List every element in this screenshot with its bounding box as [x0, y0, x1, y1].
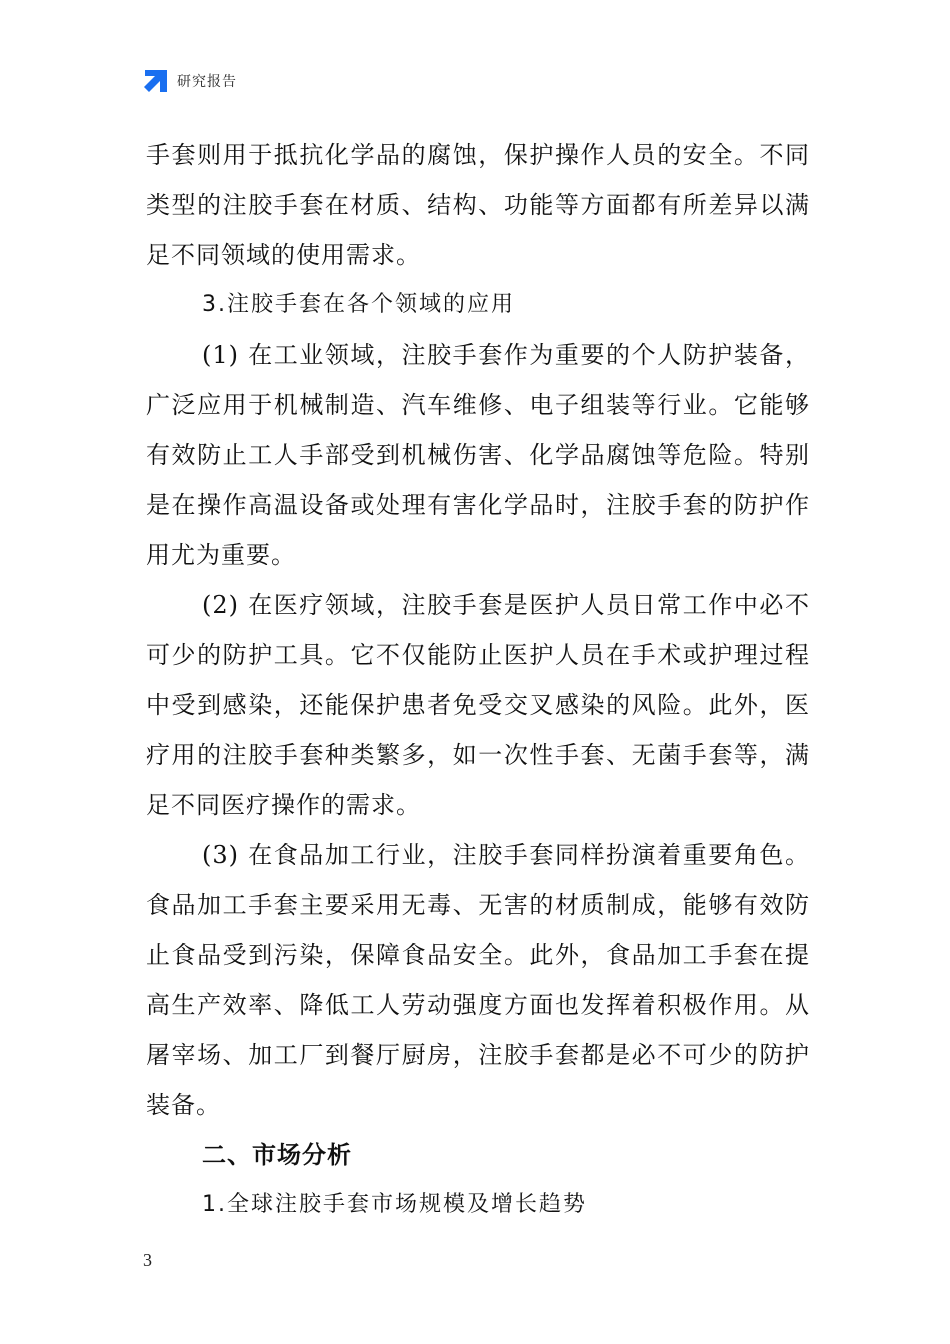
header-title: 研究报告: [177, 74, 237, 90]
report-header: [143, 66, 237, 96]
section-heading-global-market: 1.全球注胶手套市场规模及增长趋势: [202, 1192, 587, 1217]
section-heading-applications: 3.注胶手套在各个领域的应用: [202, 292, 515, 317]
paragraph-food: (3) 在食品加工行业，注胶手套同样扮演着重要角色。食品加工手套主要采用无毒、无害的材质制成，能够有效防止食品受到污染，保障食品安全。此外，食品加工手套在提高生产效率、降低工人劳动强度方面也发挥着积极作用。从屠宰场、加工厂到餐厅厨房，注胶手套都是必不可少的防护装备。: [146, 841, 810, 1119]
paragraph-intro-continuation: 手套则用于抵抗化学品的腐蚀，保护操作人员的安全。不同类型的注胶手套在材质、结构、功能等方面都有所差异以满足不同领域的使用需求。: [146, 141, 810, 269]
paragraph-industrial: (1) 在工业领域，注胶手套作为重要的个人防护装备，广泛应用于机械制造、汽车维修、电子组装等行业。它能够有效防止工人手部受到机械伤害、化学品腐蚀等危险。特别是在操作高温设备或处理有害化学品时，注胶手套的防护作用尤为重要。: [146, 341, 810, 569]
chapter-heading-market-analysis: 二、市场分析: [202, 1141, 352, 1169]
page-number: 3: [143, 1250, 152, 1270]
arrow-up-right-logo-icon: [143, 68, 169, 94]
paragraph-medical: (2) 在医疗领域，注胶手套是医护人员日常工作中必不可少的防护工具。它不仅能防止医护人员在手术或护理过程中受到感染，还能保护患者免受交叉感染的风险。此外，医疗用的注胶手套种类繁多，如一次性手套、无菌手套等，满足不同医疗操作的需求。: [146, 591, 810, 819]
document-body: [146, 130, 810, 1230]
